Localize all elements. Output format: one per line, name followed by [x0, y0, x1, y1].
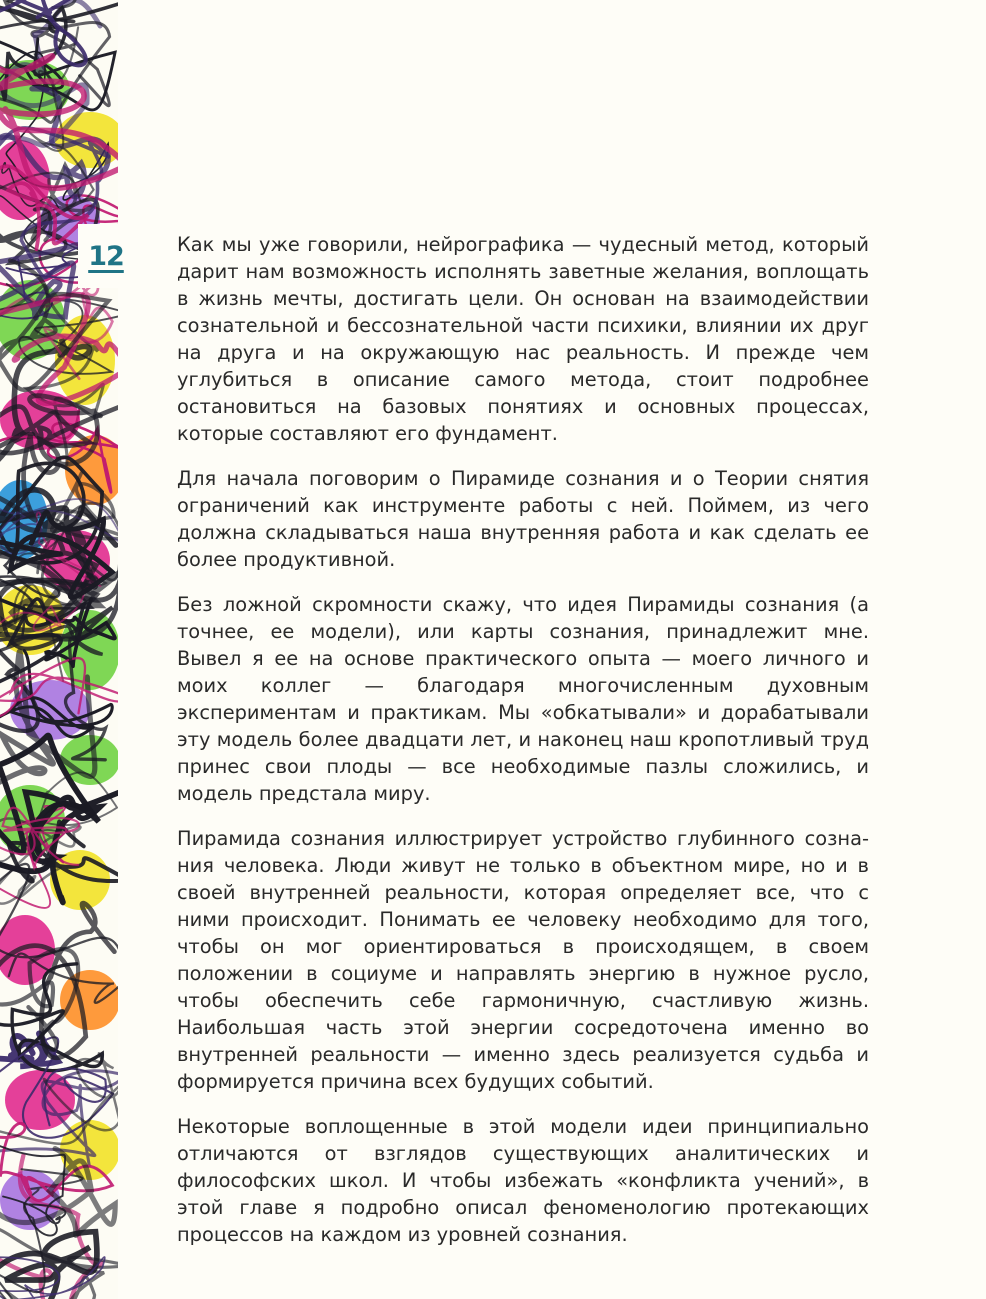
neurographic-artwork	[0, 0, 118, 1299]
paragraph-2: Для начала поговорим о Пирамиде сознания и о Теории снятия ограничений как инструменте работы с ней. Поймем, из чего должна складываться наша внутренняя работа и как сделать ее более продуктивной.	[177, 467, 869, 571]
page-number: 12	[88, 240, 124, 272]
paragraph-3: Без ложной скромности скажу, что идея Пирамиды сознания (а точнее, ее модели), или карты сознания, принадлежит мне. Вывел я ее на основе практического опыта — моего личного и моих коллег — благодаря многочисленным духовным экспериментам и практикам. Мы «обкатывали» и дорабатывали эту модель более двадцати лет, и наконец наш кропотливый труд принес свои плоды — все необходимые пазлы сложились, и модель предстала миру.	[177, 593, 869, 805]
paragraph-4: Пирамида сознания иллюстрирует устройство глубинного сознания человека. Люди живут не только в объектном мире, но и в своей внутренней реальности, которая определяет все, что с ними происходит. Понимать ее человеку необходимо для того, чтобы он мог ориентироваться в происходящем, в своем положении в социуме и направлять энергию в нужное русло, чтобы обеспечить себе гармоничную, счастливую жизнь. Наибольшая часть этой энергии сосредоточена именно во внутренней реальности — именно здесь реализуется судьба и формируется причина всех будущих событий.	[177, 827, 869, 1093]
page-number-box	[78, 224, 134, 288]
paragraph-5: Некоторые воплощенные в этой модели идеи принципиально отличаются от взглядов существующих аналитических и философских школ. И чтобы избежать «конфликта учений», в этой главе я подробно описал феноменологию протекающих процессов на каждом из уровней сознания.	[177, 1115, 869, 1246]
body-text	[177, 231, 869, 1266]
paragraph-1: Как мы уже говорили, нейрографика — чудесный метод, который дарит нам возможность исполнять заветные желания, воплощать в жизнь мечты, достигать цели. Он основан на взаимодействии сознательной и бессознательной части психики, влиянии их друг на друга и на окружающую нас реальность. И прежде чем углубиться в описание самого метода, стоит подробнее остановиться на базовых понятиях и основных процессах, которые составляют его фундамент.	[177, 233, 869, 445]
